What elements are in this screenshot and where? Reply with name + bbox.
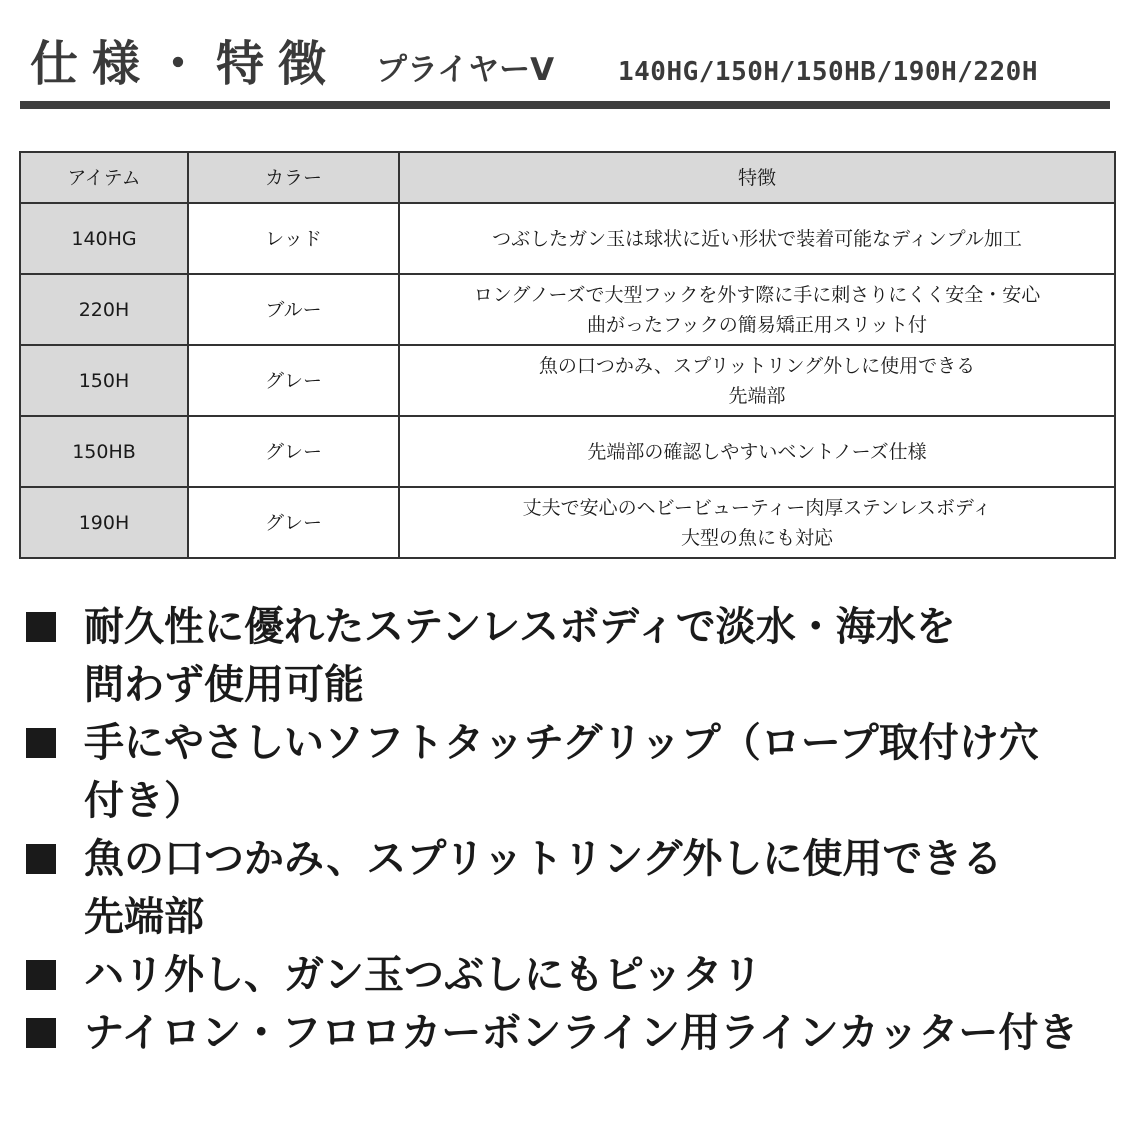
table-row	[20, 274, 1115, 345]
color-cell: グレー	[188, 487, 399, 558]
square-bullet-icon	[26, 844, 56, 874]
table-row	[20, 203, 1115, 274]
square-bullet-icon	[26, 960, 56, 990]
bullet-item	[22, 714, 1122, 830]
square-bullet-icon	[26, 1018, 56, 1048]
bullet-text-line: ナイロン・フロロカーボンライン用ラインカッター付き	[84, 1010, 1079, 1056]
bullet-item	[22, 1004, 1122, 1062]
bullet-item	[22, 946, 1122, 1004]
column-header-color: カラー	[188, 152, 399, 203]
feature-line: ロングノーズで大型フックを外す際に手に刺さりにくく安全・安心	[473, 283, 1041, 306]
color-cell: グレー	[188, 345, 399, 416]
header-divider	[20, 101, 1110, 109]
bullet-text-line: 付き）	[84, 778, 204, 824]
feature-line: 大型の魚にも対応	[680, 526, 833, 549]
bullet-text-line: ハリ外し、ガン玉つぶしにもピッタリ	[84, 952, 763, 998]
features-cell	[399, 345, 1115, 416]
feature-line: 曲がったフックの簡易矯正用スリット付	[587, 313, 927, 336]
feature-line: 丈夫で安心のヘビービューティー肉厚ステンレスボディ	[522, 496, 992, 519]
model-list: 140HG/150H/150HB/190H/220H	[618, 57, 1038, 87]
table-header-row	[20, 152, 1115, 203]
feature-line: 先端部の確認しやすいベントノーズ仕様	[587, 440, 927, 463]
square-bullet-icon	[26, 612, 56, 642]
features-cell	[399, 274, 1115, 345]
feature-bullet-list	[22, 598, 1122, 1062]
item-cell: 220H	[20, 274, 188, 345]
square-bullet-icon	[26, 728, 56, 758]
item-cell: 150H	[20, 345, 188, 416]
bullet-text-line: 問わず使用可能	[84, 662, 364, 708]
bullet-text-line: 先端部	[84, 894, 204, 940]
feature-line: 先端部	[728, 384, 786, 407]
bullet-text-line: 耐久性に優れたステンレスボディで淡水・海水を	[84, 604, 956, 650]
page-header	[20, 28, 1110, 108]
product-name: プライヤーV	[376, 52, 555, 88]
feature-line: つぶしたガン玉は球状に近い形状で装着可能なディンプル加工	[492, 227, 1022, 250]
color-cell: グレー	[188, 416, 399, 487]
column-header-item: アイテム	[20, 152, 188, 203]
feature-line: 魚の口つかみ、スプリットリング外しに使用できる	[538, 354, 976, 377]
features-cell	[399, 487, 1115, 558]
features-cell	[399, 203, 1115, 274]
item-cell: 150HB	[20, 416, 188, 487]
table-row	[20, 487, 1115, 558]
item-cell: 190H	[20, 487, 188, 558]
bullet-text-line: 手にやさしいソフトタッチグリップ（ロープ取付け穴	[84, 720, 1039, 766]
column-header-features: 特徴	[399, 152, 1115, 203]
item-cell: 140HG	[20, 203, 188, 274]
page-title: 仕様・特徴	[30, 36, 341, 92]
table-row	[20, 416, 1115, 487]
bullet-item	[22, 830, 1122, 946]
table-row	[20, 345, 1115, 416]
bullet-text-line: 魚の口つかみ、スプリットリング外しに使用できる	[84, 836, 1003, 882]
spec-table	[19, 151, 1116, 559]
color-cell: ブルー	[188, 274, 399, 345]
features-cell	[399, 416, 1115, 487]
bullet-item	[22, 598, 1122, 714]
color-cell: レッド	[188, 203, 399, 274]
